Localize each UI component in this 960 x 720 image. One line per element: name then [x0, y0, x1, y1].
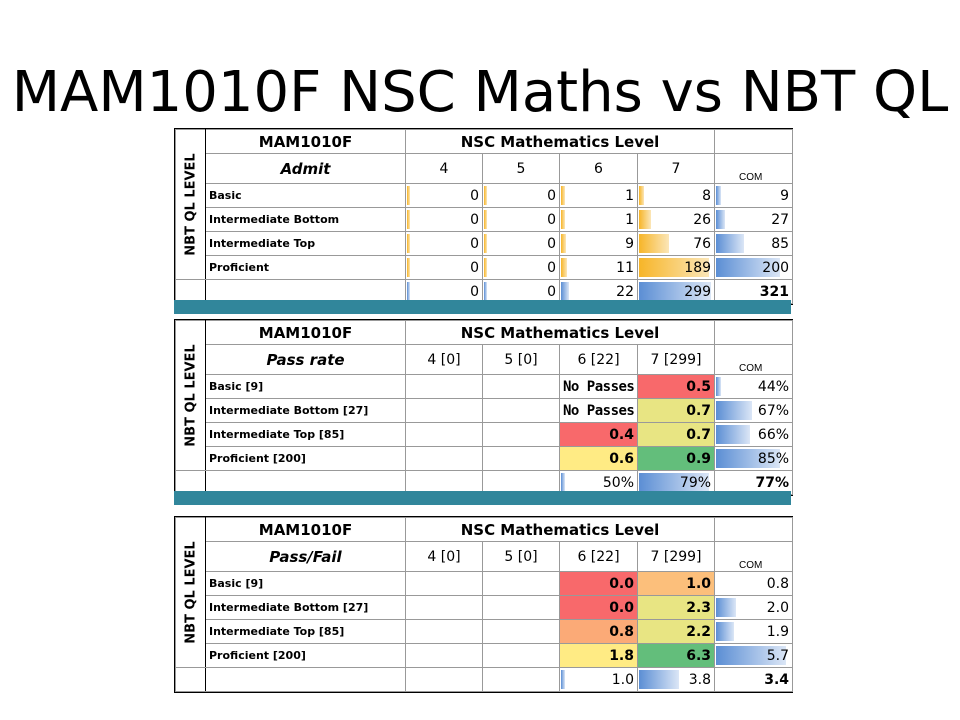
corner-label: MAM1010F	[206, 321, 406, 345]
level-4: 4	[406, 154, 483, 184]
cell-value: 11	[616, 259, 634, 276]
level-4: 4 [0]	[406, 542, 483, 572]
com-value: 2.0	[766, 599, 790, 616]
row-label: Intermediate Top [85]	[206, 423, 406, 447]
cell-value: 76	[693, 235, 712, 252]
cell-value: 0	[547, 235, 556, 252]
level-6: 6 [22]	[560, 345, 638, 375]
header-label: NSC Mathematics Level	[406, 321, 715, 345]
subheader-label: Admit	[206, 154, 406, 184]
separator-bar	[174, 491, 791, 505]
cell-value: 0	[470, 259, 479, 276]
corner-label: MAM1010F	[206, 130, 406, 154]
row-label: Intermediate Bottom [27]	[206, 596, 406, 620]
row-label: Intermediate Top	[206, 232, 406, 256]
cell-value: 189	[684, 259, 712, 276]
cell-value: 6.3	[638, 644, 715, 668]
level-7: 7 [299]	[638, 542, 715, 572]
cell-value: 0.5	[638, 375, 715, 399]
cell-value: 0.7	[638, 399, 715, 423]
cell-value: 0.8	[560, 620, 638, 644]
cell-value: 0	[547, 211, 556, 228]
level-5: 5	[483, 154, 560, 184]
cell-value: 0.7	[638, 423, 715, 447]
com-value: 27	[771, 211, 790, 228]
com-value: 85%	[757, 450, 790, 467]
admit-table	[174, 128, 793, 305]
pass-fail-table	[174, 516, 793, 693]
pass-rate-table	[174, 319, 793, 496]
total-com: 77%	[715, 471, 793, 495]
level-6: 6 [22]	[560, 542, 638, 572]
cell-value: 1.0	[638, 572, 715, 596]
cell-value: No Passes	[560, 399, 638, 423]
level-7: 7	[638, 154, 715, 184]
table-row	[176, 572, 793, 596]
cell-value: 2.2	[638, 620, 715, 644]
row-label: Proficient [200]	[206, 447, 406, 471]
row-label: Proficient	[206, 256, 406, 280]
total-value: 0	[470, 283, 479, 300]
table-row	[176, 184, 793, 208]
side-label-cell	[176, 321, 206, 471]
row-label: Intermediate Bottom [27]	[206, 399, 406, 423]
com-header: COM	[715, 542, 793, 572]
cell-value: 8	[702, 187, 712, 204]
table-row	[176, 596, 793, 620]
total-value: 79%	[679, 474, 712, 491]
cell-value: 9	[625, 235, 634, 252]
com-value: 85	[771, 235, 790, 252]
row-label: Intermediate Bottom	[206, 208, 406, 232]
level-4: 4 [0]	[406, 345, 483, 375]
separator-bar	[174, 300, 791, 314]
header-label: NSC Mathematics Level	[406, 518, 715, 542]
total-com: 321	[715, 280, 793, 304]
total-value: 50%	[602, 474, 634, 491]
com-value: 200	[762, 259, 790, 276]
cell-value: 0.0	[560, 596, 638, 620]
table-row	[176, 232, 793, 256]
cell-value: 0	[547, 187, 556, 204]
total-value: 1.0	[611, 671, 634, 688]
side-label: NBT QL LEVEL	[183, 152, 198, 256]
page-title: MAM1010F NSC Maths vs NBT QL	[11, 60, 949, 125]
side-label: NBT QL LEVEL	[183, 540, 198, 644]
cell-value: 0	[470, 235, 479, 252]
cell-value: 0.0	[560, 572, 638, 596]
side-label-cell	[176, 130, 206, 280]
table-row	[176, 208, 793, 232]
cell-value: 0	[470, 211, 479, 228]
table-row	[176, 447, 793, 471]
corner-label: MAM1010F	[206, 518, 406, 542]
com-value: 9	[780, 187, 790, 204]
side-label-cell	[176, 518, 206, 668]
cell-value: 1.8	[560, 644, 638, 668]
cell-value: 2.3	[638, 596, 715, 620]
level-5: 5 [0]	[483, 542, 560, 572]
table-row	[176, 620, 793, 644]
table-row	[176, 644, 793, 668]
table-row	[176, 256, 793, 280]
header-label: NSC Mathematics Level	[406, 130, 715, 154]
row-label: Basic [9]	[206, 375, 406, 399]
cell-value: 1	[625, 187, 634, 204]
com-value: 67%	[757, 402, 790, 419]
row-label: Intermediate Top [85]	[206, 620, 406, 644]
level-5: 5 [0]	[483, 345, 560, 375]
com-header: COM	[715, 154, 793, 184]
cell-value: 26	[693, 211, 712, 228]
total-value: 299	[684, 283, 712, 300]
subheader-label: Pass/Fail	[206, 542, 406, 572]
level-6: 6	[560, 154, 638, 184]
com-value: 66%	[757, 426, 790, 443]
com-value: 0.8	[715, 572, 793, 596]
com-header: COM	[715, 345, 793, 375]
cell-value: 0.6	[560, 447, 638, 471]
com-value: 44%	[757, 378, 790, 395]
cell-value: 0	[470, 187, 479, 204]
row-label: Basic	[206, 184, 406, 208]
cell-value: 1	[625, 211, 634, 228]
level-7: 7 [299]	[638, 345, 715, 375]
com-value: 5.7	[766, 647, 790, 664]
totals-row	[176, 668, 793, 692]
row-label: Proficient [200]	[206, 644, 406, 668]
table-row	[176, 423, 793, 447]
total-value: 0	[547, 283, 556, 300]
table-row	[176, 399, 793, 423]
row-label: Basic [9]	[206, 572, 406, 596]
cell-value: 0.9	[638, 447, 715, 471]
side-label: NBT QL LEVEL	[183, 343, 198, 447]
total-value: 3.8	[688, 671, 712, 688]
cell-value: 0	[547, 259, 556, 276]
cell-value: 0.4	[560, 423, 638, 447]
cell-value: No Passes	[560, 375, 638, 399]
table-row	[176, 375, 793, 399]
subheader-label: Pass rate	[206, 345, 406, 375]
com-value: 1.9	[766, 623, 790, 640]
total-value: 22	[616, 283, 634, 300]
total-com: 3.4	[715, 668, 793, 692]
